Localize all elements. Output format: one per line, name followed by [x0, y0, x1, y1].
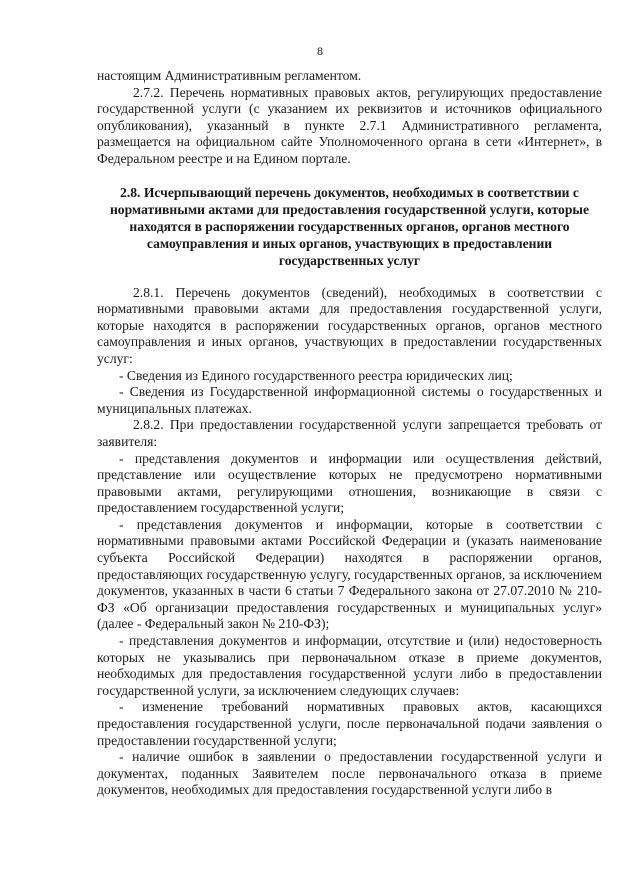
list-item: - Сведения из Государственной информационной системы о государственных и муниципальных платежах. — [97, 384, 602, 416]
list-item: - Сведения из Единого государственного реестра юридических лиц; — [119, 367, 513, 383]
list-item: - представления документов и информации или осуществления действий, представление или осуществление которых не предусмотрено нормативными правовыми актами, регулирующими отношения, возникающие в связи с предоставлением государственной услуги; — [97, 450, 602, 516]
section-body — [97, 285, 602, 799]
document-body — [97, 68, 602, 799]
paragraph: 2.7.2. Перечень нормативных правовых актов, регулирующих предоставление государственной услуги (с указанием их реквизитов и источников официального опубликования), указанный в пункте 2.7.1 Административного регламента, размещается на официальном сайте Уполномоченного органа в сети «Интернет», в Федеральном реестре и на Едином портале. — [97, 84, 602, 166]
section-heading: 2.8. Исчерпывающий перечень документов, необходимых в соответствии с нормативными актами для предоставления государственной услуги, которые находятся в распоряжении государственных органов, органов местного самоуправления и иных органов, участвующих в предоставлении государственных услуг — [109, 184, 590, 268]
paragraph: настоящим Административным регламентом. — [97, 68, 362, 83]
list-item: - представления документов и информации, отсутствие и (или) недостоверность которых не указывались при первоначальном отказе в приеме документов, необходимых для предоставления государственной услуги либо в предоставлении государственной услуги, за исключением следующих случаев: — [97, 633, 602, 698]
paragraph: 2.8.2. При предоставлении государственной услуги запрещается требовать от заявителя: — [97, 417, 602, 449]
list-item: - изменение требований нормативных правовых актов, касающихся предоставления государственной услуги, после первоначальной подачи заявления о предоставлении государственной услуги; — [97, 699, 602, 748]
paragraph: 2.8.1. Перечень документов (сведений), необходимых в соответствии с нормативными правовыми актами для предоставления государственной услуги, которые находятся в распоряжении государственных органов, органов местного самоуправления и иных органов, участвующих в предоставлении государственных услуг: — [97, 284, 602, 366]
list-item: - представления документов и информации, которые в соответствии с нормативными правовыми актами Российской Федерации и (указать наименование субъекта Российской Федерации) находятся в распоряжении органов, предоставляющих государственную услугу, государственных органов, за исключением документов, указанных в части 6 статьи 7 Федерального закона от 27.07.2010 № 210-ФЗ «Об организации предоставления государственных и муниципальных услуг» (далее - Федеральный закон № 210-ФЗ); — [97, 516, 602, 632]
list-item: - наличие ошибок в заявлении о предоставлении государственной услуги и документах, поданных Заявителем после первоначального отказа в приеме документов, необходимых для предоставления государственной услуги либо в — [97, 749, 602, 798]
page-number: 8 — [317, 44, 323, 58]
